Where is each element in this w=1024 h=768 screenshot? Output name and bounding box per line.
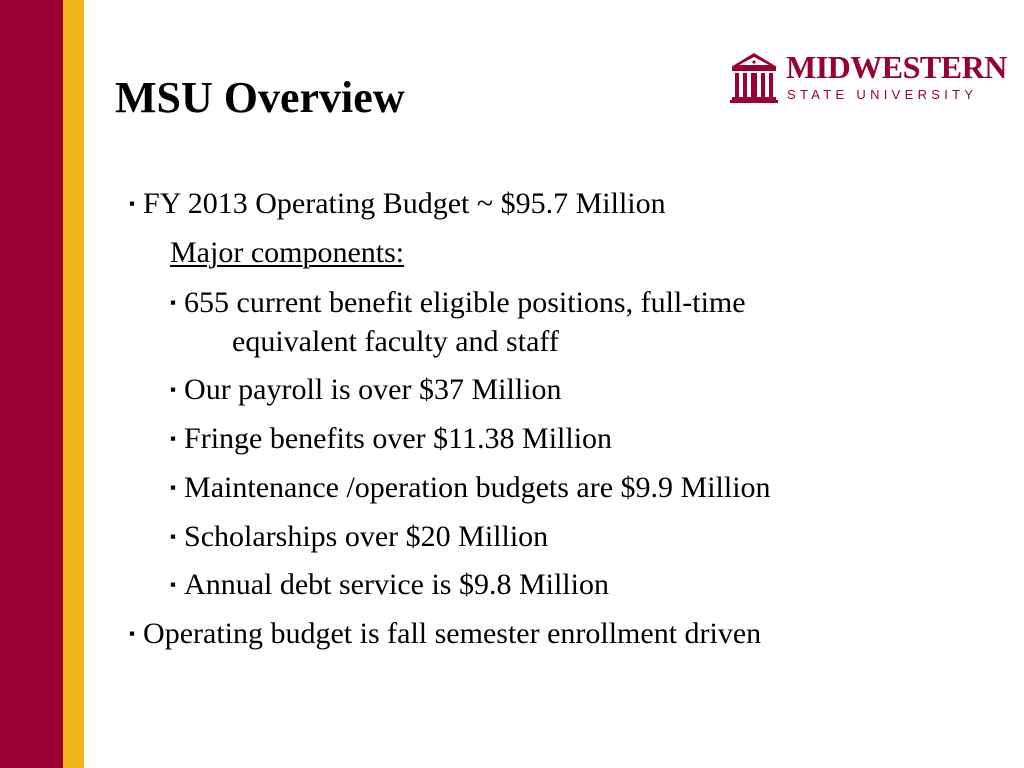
components-heading: Major components: [170,236,405,269]
list-item-text: 655 current benefit eligible positions, full-time [184,286,746,319]
bullet-icon: ▪ [170,429,177,448]
list-item-text: Maintenance /operation budgets are $9.9 Million [184,471,771,504]
bullet-icon: ▪ [129,624,136,643]
list-item-text: Annual debt service is $9.8 Million [184,568,609,601]
bullet-icon: ▪ [170,293,177,312]
slide-title: MSU Overview [115,73,405,122]
list-item-payroll [170,372,562,408]
university-logo [729,49,1007,107]
bullet-icon: ▪ [170,575,177,594]
bullet-icon: ▪ [129,194,136,213]
bullet-icon: ▪ [170,527,177,546]
logo-name: MIDWESTERN [786,49,1007,85]
list-item-enrollment [129,616,761,652]
list-item-debt [170,567,609,603]
building-logo-icon [729,51,779,104]
list-item-budget [129,186,666,222]
bullet-icon: ▪ [170,380,177,399]
list-item-scholarships [170,519,548,555]
logo-subtitle: STATE UNIVERSITY [787,87,978,102]
list-item-text: Fringe benefits over $11.38 Million [184,422,613,455]
list-item-positions-continued: equivalent faculty and staff [232,325,559,358]
list-item-text: Our payroll is over $37 Million [184,373,562,406]
list-item-fringe [170,421,612,457]
bullet-icon: ▪ [170,478,177,497]
list-item-positions [170,285,746,321]
list-item-text: Scholarships over $20 Million [184,520,549,553]
maroon-stripe [0,0,63,768]
gold-stripe [63,0,84,768]
list-item-text: FY 2013 Operating Budget ~ $95.7 Million [143,187,666,220]
list-item-text: Operating budget is fall semester enrollment driven [143,617,762,650]
list-item-maintenance [170,470,771,506]
